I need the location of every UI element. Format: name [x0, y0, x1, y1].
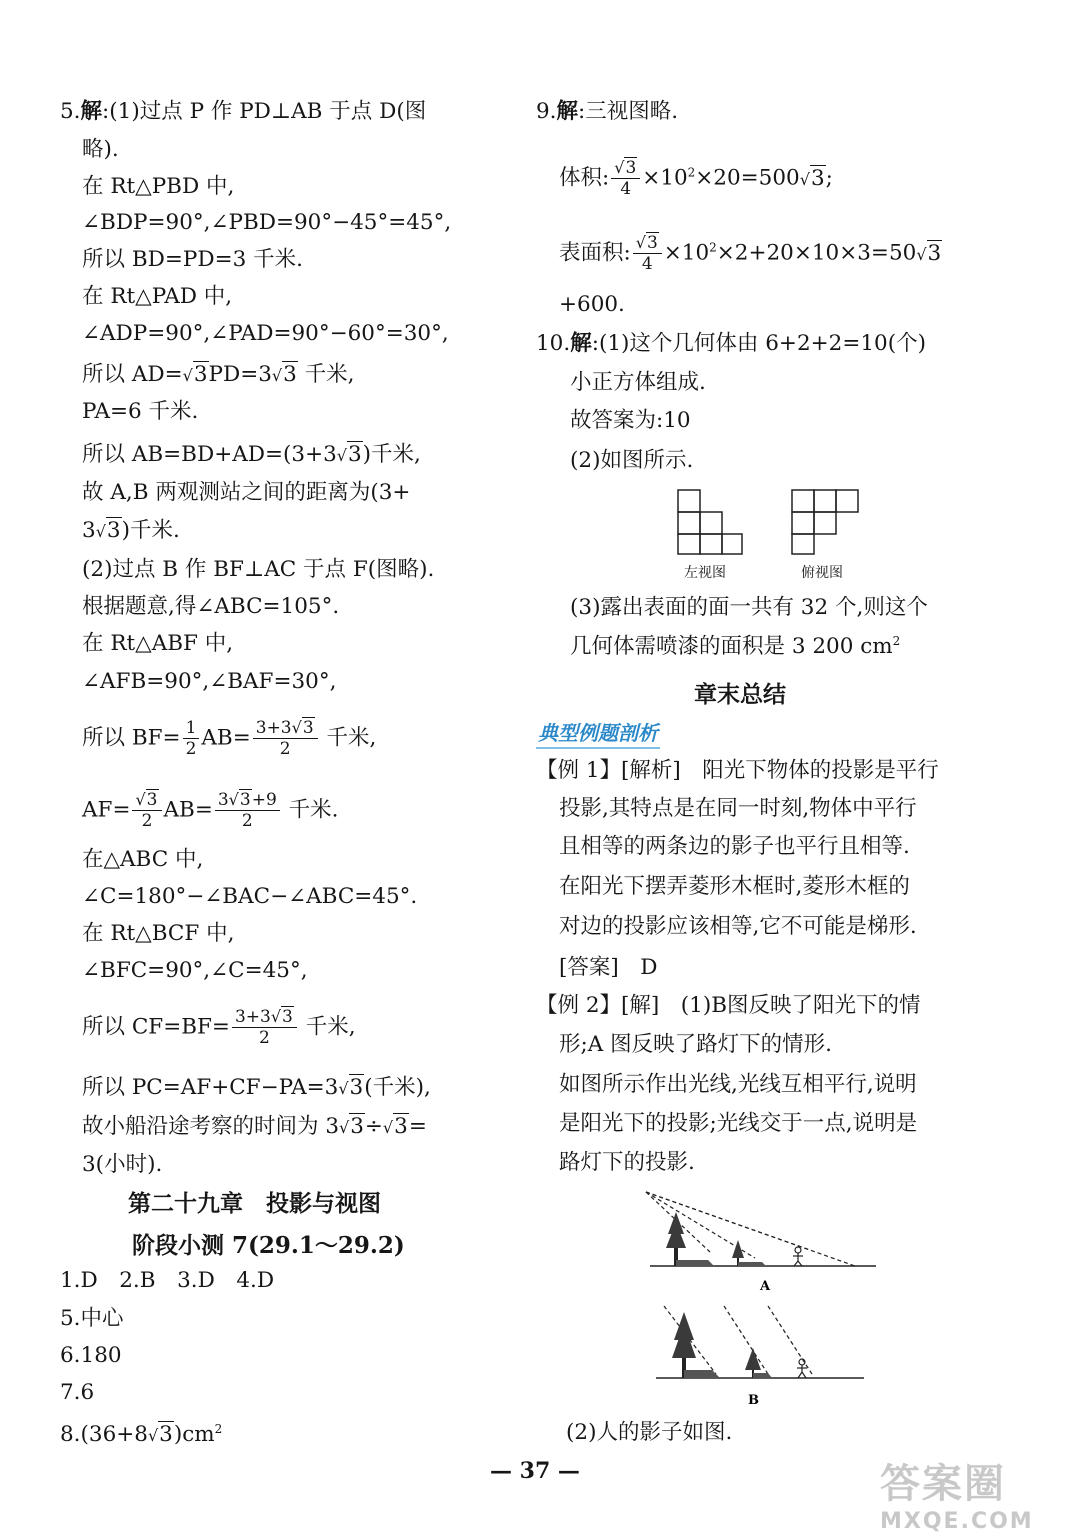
q5-line11: 故 A,B 两观测站之间的距离为(3+	[82, 480, 411, 505]
q9-line1	[536, 97, 678, 127]
fraction-sqrt3-over-4	[633, 233, 662, 274]
q9-number: 9.	[536, 99, 557, 124]
ex1-line5: 对边的投影应该相等,它不可能是梯形.	[559, 914, 917, 939]
radical-sign: √	[339, 1118, 350, 1137]
denominator: 2	[279, 739, 291, 759]
q5-line9: PA=6 千米.	[82, 399, 199, 424]
text: 所以 AD=	[82, 362, 183, 387]
radicand: 3	[282, 1007, 293, 1027]
radicand: 3	[283, 362, 297, 387]
tree-b	[672, 1312, 696, 1378]
denominator: 2	[241, 811, 253, 831]
numerator: 1	[183, 718, 200, 739]
text: 千米,	[297, 362, 355, 387]
radical-sign: √	[270, 1007, 282, 1026]
text: 体积:	[559, 165, 610, 191]
left-view-grid	[678, 490, 742, 554]
radicand: 3	[350, 1114, 364, 1139]
text: 3+3	[234, 1007, 271, 1027]
superscript: 2	[709, 240, 717, 255]
text: ×20=500	[695, 165, 800, 191]
ex2-line4: 是阳光下的投影;光线交于一点,说明是	[559, 1111, 918, 1136]
q10-line3: 故答案为:10	[570, 408, 691, 433]
sqrt3	[339, 1112, 365, 1143]
text: )cm	[173, 1422, 215, 1447]
q5-line12	[82, 516, 180, 547]
radical-sign: √	[182, 366, 193, 385]
q5-line19: 在△ABC 中,	[82, 847, 204, 872]
q5-line15: 在 Rt△ABF 中,	[82, 631, 234, 656]
q10-line5: (3)露出表面的面一共有 32 个,则这个	[570, 595, 928, 620]
text: 所以 AB=BD+AD=(3+3	[82, 442, 337, 467]
radicand: 3	[646, 233, 658, 253]
sqrt3	[96, 516, 122, 547]
text: AB=	[201, 725, 251, 751]
sqrt3	[614, 158, 637, 178]
q9-surface-area	[559, 233, 942, 274]
radical-sign: √	[614, 158, 625, 177]
radicand: 3	[625, 158, 637, 178]
q9-volume	[559, 158, 833, 199]
q5-line10	[82, 440, 421, 471]
superscript: 2	[214, 1421, 223, 1436]
text: 3	[82, 518, 96, 543]
text: 千米.	[281, 797, 339, 823]
text: :(1)这个几何体由 6+2+2=10(个)	[591, 331, 926, 356]
q10-line6	[570, 632, 900, 662]
superscript: 2	[687, 165, 696, 180]
q5-solution-label: 解	[80, 99, 103, 124]
radical-sign: √	[799, 169, 810, 189]
text: 千米,	[319, 725, 377, 751]
answer-7: 7.6	[60, 1380, 95, 1405]
q5-line25	[82, 1112, 427, 1143]
radicand: 3	[927, 240, 942, 266]
ex1-line2: 投影,其特点是在同一时刻,物体中平行	[559, 796, 917, 821]
sqrt3	[272, 360, 298, 391]
radical-sign: √	[147, 1426, 159, 1445]
q5-line20: ∠C=180°−∠BAC−∠ABC=45°.	[82, 884, 418, 909]
ex1-answer: [答案] D	[559, 955, 658, 980]
radical-sign: √	[95, 522, 106, 541]
radicand: 3	[810, 165, 825, 191]
numerator	[132, 790, 161, 811]
sqrt3	[292, 718, 315, 738]
tree-shadow-b	[684, 1370, 720, 1378]
text: ×2+20×10×3=50	[716, 240, 917, 266]
summary-title: 章末总结	[694, 681, 786, 708]
fraction-af	[215, 790, 280, 831]
q5-line6: 在 Rt△PAD 中,	[82, 284, 233, 309]
numerator	[232, 1007, 297, 1028]
ex2-line2: 形;A 图反映了路灯下的情形.	[559, 1032, 832, 1057]
text: 千米,	[298, 1014, 356, 1040]
text: :三视图略.	[578, 99, 679, 124]
fraction-half	[183, 718, 200, 759]
q5-line7: ∠ADP=90°,∠PAD=90°−60°=30°,	[82, 321, 449, 346]
denominator: 2	[141, 811, 153, 831]
answer-1-4: 1.D 2.B 3.D 4.D	[60, 1268, 275, 1293]
fraction-bf	[253, 718, 318, 759]
denominator: 4	[641, 254, 653, 274]
radicand: 3	[347, 442, 362, 467]
q5-line16: ∠AFB=90°,∠BAF=30°,	[82, 669, 337, 694]
numerator	[215, 790, 280, 811]
radicand: 3	[349, 1075, 364, 1100]
sqrt3	[148, 1420, 174, 1451]
q5-line2: 略).	[82, 137, 119, 162]
sqrt3	[229, 790, 252, 810]
projection-figure	[640, 1188, 890, 1418]
answer-5: 5.中心	[60, 1306, 124, 1331]
ex1-line3: 且相等的两条边的影子也平行且相等.	[559, 834, 910, 859]
radical-sign: √	[228, 790, 239, 809]
fraction-sqrt3-over-2	[132, 790, 161, 831]
text: +9	[251, 790, 277, 810]
typical-examples-tag: 典型例题剖析	[536, 717, 660, 749]
page-number: — 37 —	[490, 1458, 580, 1484]
radicand: 3	[239, 790, 251, 810]
radical-sign: √	[336, 446, 347, 465]
sqrt3	[916, 239, 942, 270]
q5-line22: ∠BFC=90°,∠C=45°,	[82, 958, 308, 983]
answer-8	[60, 1420, 222, 1451]
numerator	[253, 718, 318, 739]
q9-surface-area-cont: +600.	[559, 292, 625, 317]
ex2-line1: 【例 2】[解] (1)B图反映了阳光下的情	[536, 993, 921, 1018]
radicand: 3	[394, 1114, 408, 1139]
figure-b-label: B	[748, 1393, 759, 1408]
text: 8.(36+8	[60, 1422, 148, 1447]
q5-line4: ∠BDP=90°,∠PBD=90°−45°=45°,	[82, 210, 452, 235]
denominator: 4	[620, 179, 632, 199]
top-view-label: 俯视图	[801, 565, 843, 581]
q10-line4: (2)如图所示.	[570, 448, 694, 473]
q5-line5: 所以 BD=PD=3 千米.	[82, 247, 303, 272]
q10-number: 10.	[536, 331, 571, 356]
person-b	[797, 1359, 807, 1378]
chapter-title: 第二十九章 投影与视图	[128, 1190, 381, 1217]
superscript: 2	[892, 633, 901, 648]
text: (千米),	[364, 1075, 431, 1100]
radical-sign: √	[635, 233, 646, 252]
radical-sign: √	[916, 244, 927, 264]
q5-line26: 3(小时).	[82, 1152, 163, 1177]
q5-number: 5.	[60, 99, 81, 124]
radical-sign: √	[135, 790, 146, 809]
fraction-cf	[232, 1007, 297, 1048]
radicand: 3	[146, 790, 158, 810]
fraction-sqrt3-over-4	[611, 158, 640, 199]
radicand: 3	[302, 718, 314, 738]
tree-shadow-a	[676, 1260, 714, 1266]
text: )千米,	[362, 442, 421, 467]
sqrt3	[183, 360, 209, 391]
sqrt3	[383, 1112, 409, 1143]
ex1-line1: 【例 1】[解析] 阳光下物体的投影是平行	[536, 758, 939, 783]
sqrt3	[338, 1073, 364, 1104]
figure-a-lamplight	[646, 1192, 876, 1266]
q5-line1	[60, 97, 426, 127]
sqrt3	[800, 164, 826, 195]
text: 几何体需喷漆的面积是 3 200 cm	[570, 634, 893, 659]
sqrt3	[636, 233, 659, 253]
q5-line24	[82, 1073, 431, 1104]
denominator: 2	[185, 739, 197, 759]
q10-solution-label: 解	[570, 331, 592, 356]
radical-sign: √	[338, 1079, 349, 1098]
q5-line23	[82, 1007, 356, 1048]
text: 3	[217, 790, 229, 810]
sqrt3	[271, 1007, 294, 1027]
figure-a-label: A	[760, 1279, 771, 1294]
text: AF=	[82, 797, 131, 823]
numerator	[611, 158, 640, 179]
tree-a	[666, 1212, 686, 1266]
radicand: 3	[106, 518, 121, 543]
q5-line3: 在 Rt△PBD 中,	[82, 174, 235, 199]
answer-6: 6.180	[60, 1343, 122, 1368]
sqrt3	[337, 440, 363, 471]
ex2-line6: (2)人的影子如图.	[566, 1420, 733, 1445]
text: )千米.	[121, 518, 180, 543]
ex1-line4: 在阳光下摆弄菱形木框时,菱形木框的	[559, 874, 910, 899]
sqrt3	[135, 790, 158, 810]
section-title: 阶段小测 7(29.1～29.2)	[132, 1232, 405, 1259]
text: 故小船沿途考察的时间为 3	[82, 1114, 340, 1139]
text: ;	[825, 165, 833, 191]
q5-line13: (2)过点 B 作 BF⊥AC 于点 F(图略).	[82, 557, 435, 582]
text: 所以 BF=	[82, 725, 181, 751]
text: 所以 PC=AF+CF−PA=3	[82, 1075, 339, 1100]
text: 3+3	[255, 718, 292, 738]
text: =	[408, 1114, 427, 1139]
text: PD=3	[208, 362, 272, 387]
text: ×10	[642, 165, 688, 191]
text: AB=	[163, 797, 213, 823]
text: 表面积:	[559, 240, 631, 266]
left-view-label: 左视图	[684, 565, 726, 581]
radical-sign: √	[382, 1118, 394, 1137]
q10-line2: 小正方体组成.	[570, 370, 706, 395]
q10-line1	[536, 329, 926, 359]
radical-sign: √	[271, 366, 283, 385]
text: ÷	[364, 1114, 383, 1139]
small-tree-shadow-b	[753, 1373, 772, 1378]
radicand: 3	[159, 1422, 173, 1447]
figure-b-sunlight	[656, 1306, 864, 1378]
q9-solution-label: 解	[556, 99, 579, 124]
ex2-line5: 路灯下的投影.	[559, 1150, 695, 1175]
radical-sign: √	[291, 718, 302, 737]
denominator: 2	[259, 1028, 270, 1048]
person-a	[793, 1247, 803, 1266]
small-tree-shadow-a	[738, 1262, 766, 1266]
text: ×10	[663, 240, 710, 266]
q5-line14: 根据题意,得∠ABC=105°.	[82, 594, 340, 619]
ex2-line3: 如图所示作出光线,光线互相平行,说明	[559, 1072, 917, 1097]
q5-line18	[82, 790, 338, 831]
watermark-url: MXQE.COM	[880, 1509, 1034, 1534]
top-view-grid	[792, 490, 858, 554]
q5-line8	[82, 360, 354, 391]
radicand: 3	[193, 362, 208, 387]
text: 所以 CF=BF=	[82, 1014, 230, 1040]
watermark-text: 答案圈	[880, 1461, 1006, 1507]
watermark-logo	[880, 1452, 1034, 1534]
q5-text: :(1)过点 P 作 PD⊥AB 于点 D(图	[102, 99, 427, 124]
q5-line17	[82, 718, 376, 759]
q5-line21: 在 Rt△BCF 中,	[82, 921, 235, 946]
numerator	[633, 233, 662, 254]
